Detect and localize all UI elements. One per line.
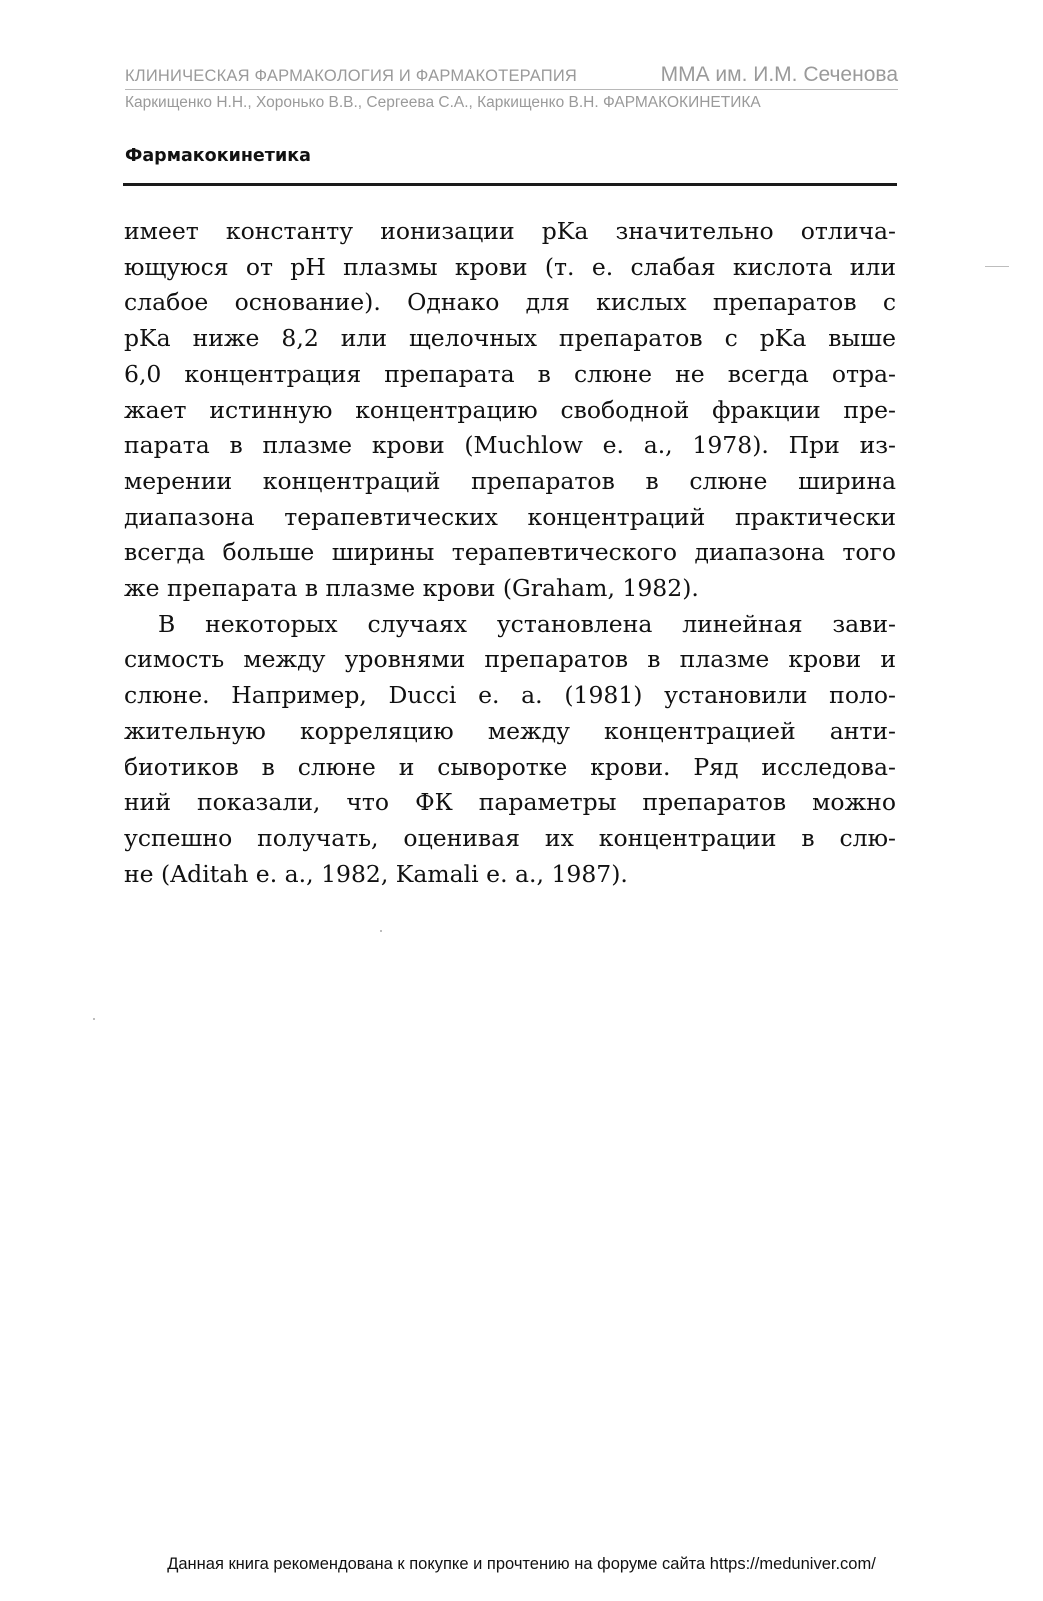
text-line: всегда больше ширины терапевтического диапазона того	[124, 538, 896, 567]
section-rule	[123, 183, 897, 186]
text-line: парата в плазме крови (Muchlow е. а., 1978). При из-	[124, 431, 896, 460]
text-line: 6,0 концентрация препарата в слюне не всегда отра-	[124, 359, 896, 388]
text-line: успешно получать, оценивая их концентрации в слю-	[124, 823, 896, 852]
footer-note: Данная книга рекомендована к покупке и прочтению на форуме сайта https://meduniver.com/	[167, 1555, 876, 1573]
text-line: не (Aditah е. а., 1982, Kamali е. а., 1987).	[124, 859, 628, 888]
text-line: биотиков в слюне и сыворотке крови. Ряд исследова-	[124, 752, 896, 781]
text-line: слюне. Например, Ducci е. а. (1981) установили поло-	[124, 681, 896, 710]
scan-artifact	[985, 266, 1009, 267]
text-line: В некоторых случаях установлена линейная зави-	[158, 609, 896, 638]
series-title: КЛИНИЧЕСКАЯ ФАРМАКОЛОГИЯ И ФАРМАКОТЕРАПИЯ	[125, 67, 577, 85]
text-line: слабое основание). Однако для кислых препаратов с	[124, 288, 896, 317]
section-title: Фармакокинетика	[125, 146, 311, 166]
text-line: ющуюся от pH плазмы крови (т. е. слабая кислота или	[124, 252, 896, 281]
body-text	[124, 214, 896, 892]
running-header	[125, 63, 898, 90]
scan-artifact	[93, 1018, 95, 1020]
scan-artifact	[380, 930, 382, 932]
text-line: симость между уровнями препаратов в плазме крови и	[124, 645, 896, 674]
text-line: pKa ниже 8,2 или щелочных препаратов с pKa выше	[124, 324, 896, 353]
authors-line: Каркищенко Н.Н., Хоронько В.В., Сергеева С.А., Каркищенко В.Н. ФАРМАКОКИНЕТИКА	[125, 94, 761, 111]
text-line: жительную корреляцию между концентрацией анти-	[124, 716, 896, 745]
text-line: жает истинную концентрацию свободной фракции пре-	[124, 395, 896, 424]
text-line: ний показали, что ФК параметры препаратов можно	[124, 788, 896, 817]
paragraph-1	[124, 214, 896, 607]
text-line: мерении концентраций препаратов в слюне ширина	[124, 466, 896, 495]
text-line: диапазона терапевтических концентраций практически	[124, 502, 896, 531]
text-line: имеет константу ионизации pKa значительно отлича-	[124, 217, 896, 245]
paragraph-2	[124, 607, 896, 893]
text-line: же препарата в плазме крови (Graham, 1982).	[124, 574, 699, 603]
institution-name: ММА им. И.М. Сеченова	[660, 63, 898, 86]
